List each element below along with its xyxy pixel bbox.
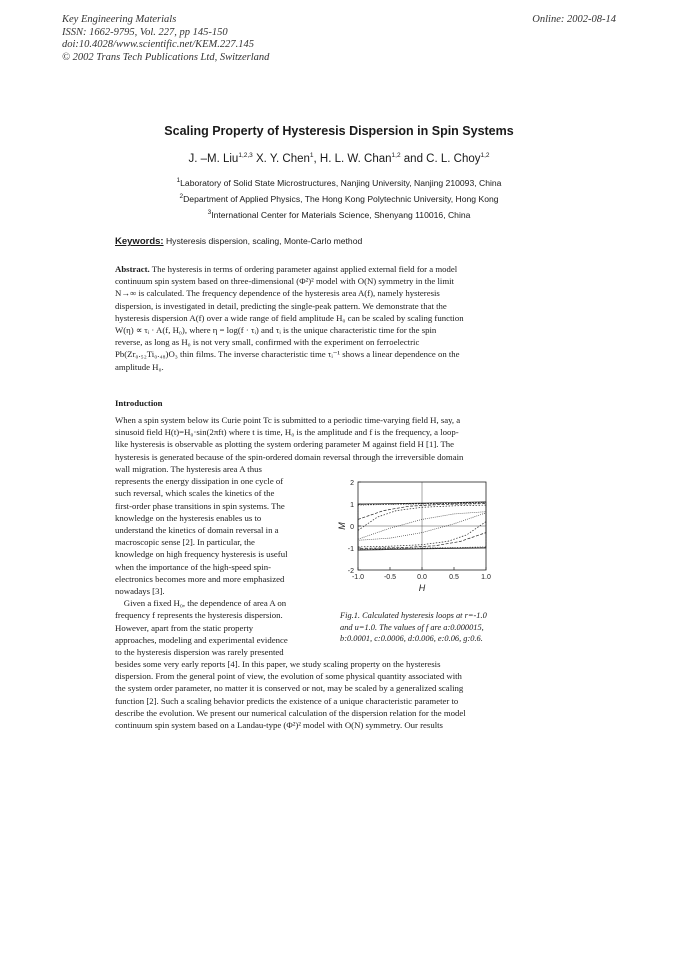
doi-line: doi:10.4028/www.scientific.net/KEM.227.145: [62, 39, 254, 50]
intro-line: nowadays [3].: [115, 586, 165, 597]
author-list: [0, 153, 678, 165]
journal-header: [62, 14, 269, 64]
intro-line: Given a fixed H₀, the dependence of area A on: [115, 598, 287, 609]
caption-line: Fig.1. Calculated hysteresis loops at r=-1.0: [340, 611, 487, 620]
abstract-line: continuum spin system based on three-dimensional (Φ²)² model with O(N) symmetry in the limit: [115, 276, 454, 287]
author-name: X. Y. Chen: [252, 153, 310, 165]
intro-paragraph-top: [115, 414, 562, 463]
intro-paragraph-bottom: [115, 658, 562, 731]
y-tick-label: 0: [350, 524, 354, 531]
affiliation: [0, 210, 678, 221]
intro-line: when the importance of the high-speed spin-: [115, 561, 271, 572]
x-tick-label: -0.5: [383, 574, 397, 581]
intro-line: dispersion. From the general point of view, the evolution of some physical quantity associated with: [115, 671, 462, 682]
abstract-label: Abstract.: [115, 264, 150, 274]
intro-line: besides some very early reports [4]. In this paper, we study scaling property on the hysteresis: [115, 659, 441, 669]
author-sup: 1,2: [480, 152, 490, 160]
hysteresis-plot: [336, 474, 496, 594]
abstract-line: hysteresis dispersion A(f) over a wide range of field amplitude H₀ can be scaled by scaling function: [115, 312, 464, 323]
affiliation-text: Department of Applied Physics, The Hong Kong Polytechnic University, Hong Kong: [183, 194, 499, 204]
intro-line: sinusoid field H(t)=H₀·sin(2πft) where t is time, H₀ is the amplitude and f is the frequency, a loop-: [115, 427, 459, 438]
intro-line: However, apart from the static property: [115, 622, 254, 633]
intro-line: such reversal, which scales the kinetics of the: [115, 488, 275, 499]
abstract-line: dispersion, is investigated in detail, predicting the single-peak pattern. We demonstrate that the: [115, 300, 447, 311]
intro-line: electronics becomes more and more emphasized: [115, 573, 285, 584]
author-name: and C. L. Choy: [400, 153, 481, 165]
keywords-text: Hysteresis dispersion, scaling, Monte-Carlo method: [165, 236, 363, 246]
intro-line: frequency f represents the hysteresis dispersion.: [115, 610, 283, 621]
affiliation-sup: 1: [176, 177, 181, 185]
abstract-line: amplitude H₀.: [115, 361, 164, 372]
copyright-line: © 2002 Trans Tech Publications Ltd, Switzerland: [62, 51, 270, 63]
author-sup: 1,2,3: [238, 152, 253, 160]
y-axis-label: M: [337, 522, 347, 530]
abstract-line: W(η) ∝ τᵢ · A(f, H₀), where η = log(f · τᵢ) and τᵢ is the unique characteristic time for the spin: [115, 325, 437, 336]
caption-line: and u=1.0. The values of f are a:0.000015,: [340, 622, 484, 632]
affiliation-sup: 2: [179, 193, 184, 201]
online-date: Online: 2002-08-14: [532, 14, 616, 25]
x-axis-label: H: [418, 583, 426, 593]
affiliation: [0, 194, 678, 205]
intro-line: wall migration. The hysteresis area A thus: [115, 464, 262, 474]
intro-line: describe the evolution. We present our numerical calculation of the dispersion relation for the model: [115, 707, 466, 718]
affiliation: [0, 178, 678, 189]
abstract-line: N→∞ is calculated. The frequency dependence of the hysteresis area A(f), namely hysteresis: [115, 288, 440, 299]
intro-line: understand the kinetics of domain reversal in a: [115, 525, 279, 536]
intro-line: hysteresis is generated because of the spin-ordered domain reversal through the irreversible domain: [115, 451, 464, 462]
keywords: [115, 236, 362, 247]
abstract-line: [115, 263, 562, 275]
y-tick-label: -2: [347, 568, 354, 575]
paper-title: Scaling Property of Hysteresis Dispersion in Spin Systems: [164, 124, 514, 138]
y-tick-label: -1: [347, 546, 354, 553]
x-tick-label: 1.0: [481, 574, 491, 581]
intro-line: macroscopic sense [2]. In particular, the: [115, 537, 255, 548]
author-name: J. –M. Liu: [188, 153, 239, 165]
journal-name: Key Engineering Materials: [62, 14, 177, 25]
abstract-text: The hysteresis in terms of ordering parameter against applied external field for a model: [151, 264, 458, 274]
x-tick-label: 0.0: [417, 574, 427, 581]
abstract: [115, 263, 562, 373]
keywords-label: Keywords:: [115, 236, 164, 247]
affiliation-text: Laboratory of Solid State Microstructures, Nanjing University, Nanjing 210093, China: [180, 178, 502, 188]
author-sup: 1,2: [391, 152, 401, 160]
intro-line: knowledge on the hysteresis enables us to: [115, 512, 262, 523]
affiliation-text: International Center for Materials Science, Shenyang 110016, China: [211, 210, 471, 220]
x-tick-label: -1.0: [351, 574, 365, 581]
intro-line: When a spin system below its Curie point Tc is submitted to a periodic time-varying field H, say, a: [115, 415, 461, 425]
intro-line: first-order phase transitions in spin systems. The: [115, 500, 285, 511]
y-tick-label: 1: [350, 502, 354, 509]
y-tick-label: 2: [350, 480, 354, 487]
intro-line: the system order parameter, no matter it is conserved or not, may be scaled by a generalized scaling: [115, 683, 464, 694]
intro-column: [115, 463, 326, 658]
intro-line: continuum spin system based on a Landau-type (Φ²)² model with O(N) symmetry. Our results: [115, 720, 443, 731]
intro-line: approaches, modeling and experimental evidence: [115, 634, 288, 645]
abstract-line: Pb(Zr₀.₅₂Ti₀.₄₈)O₃ thin films. The inverse characteristic time τᵢ⁻¹ shows a linear dependence on the: [115, 349, 460, 360]
issn-line: ISSN: 1662-9795, Vol. 227, pp 145-150: [62, 26, 228, 38]
intro-line: like hysteresis is observable as plotting the system ordering parameter M against field H [1]. The: [115, 439, 455, 450]
intro-line: to the hysteresis dispersion was rarely presented: [115, 647, 284, 658]
affiliation-sup: 3: [207, 209, 212, 217]
abstract-line: reverse, as long as H₀ is not very small, confirmed with the experiment on ferroelectric: [115, 337, 420, 348]
author-sup: 1: [309, 152, 314, 160]
caption-line: b:0.0001, c:0.0006, d:0.006, e:0.06, g:0.6.: [340, 634, 483, 643]
intro-line: function [2]. Such a scaling behavior predicts the existence of a unique characteristic parameter to: [115, 695, 459, 706]
figure-caption: [340, 610, 562, 645]
intro-line: knowledge on high frequency hysteresis is useful: [115, 549, 288, 560]
intro-line: represents the energy dissipation in one cycle of: [115, 476, 284, 487]
author-name: , H. L. W. Chan: [313, 153, 392, 165]
x-tick-label: 0.5: [449, 574, 459, 581]
section-heading-introduction: Introduction: [115, 398, 163, 408]
